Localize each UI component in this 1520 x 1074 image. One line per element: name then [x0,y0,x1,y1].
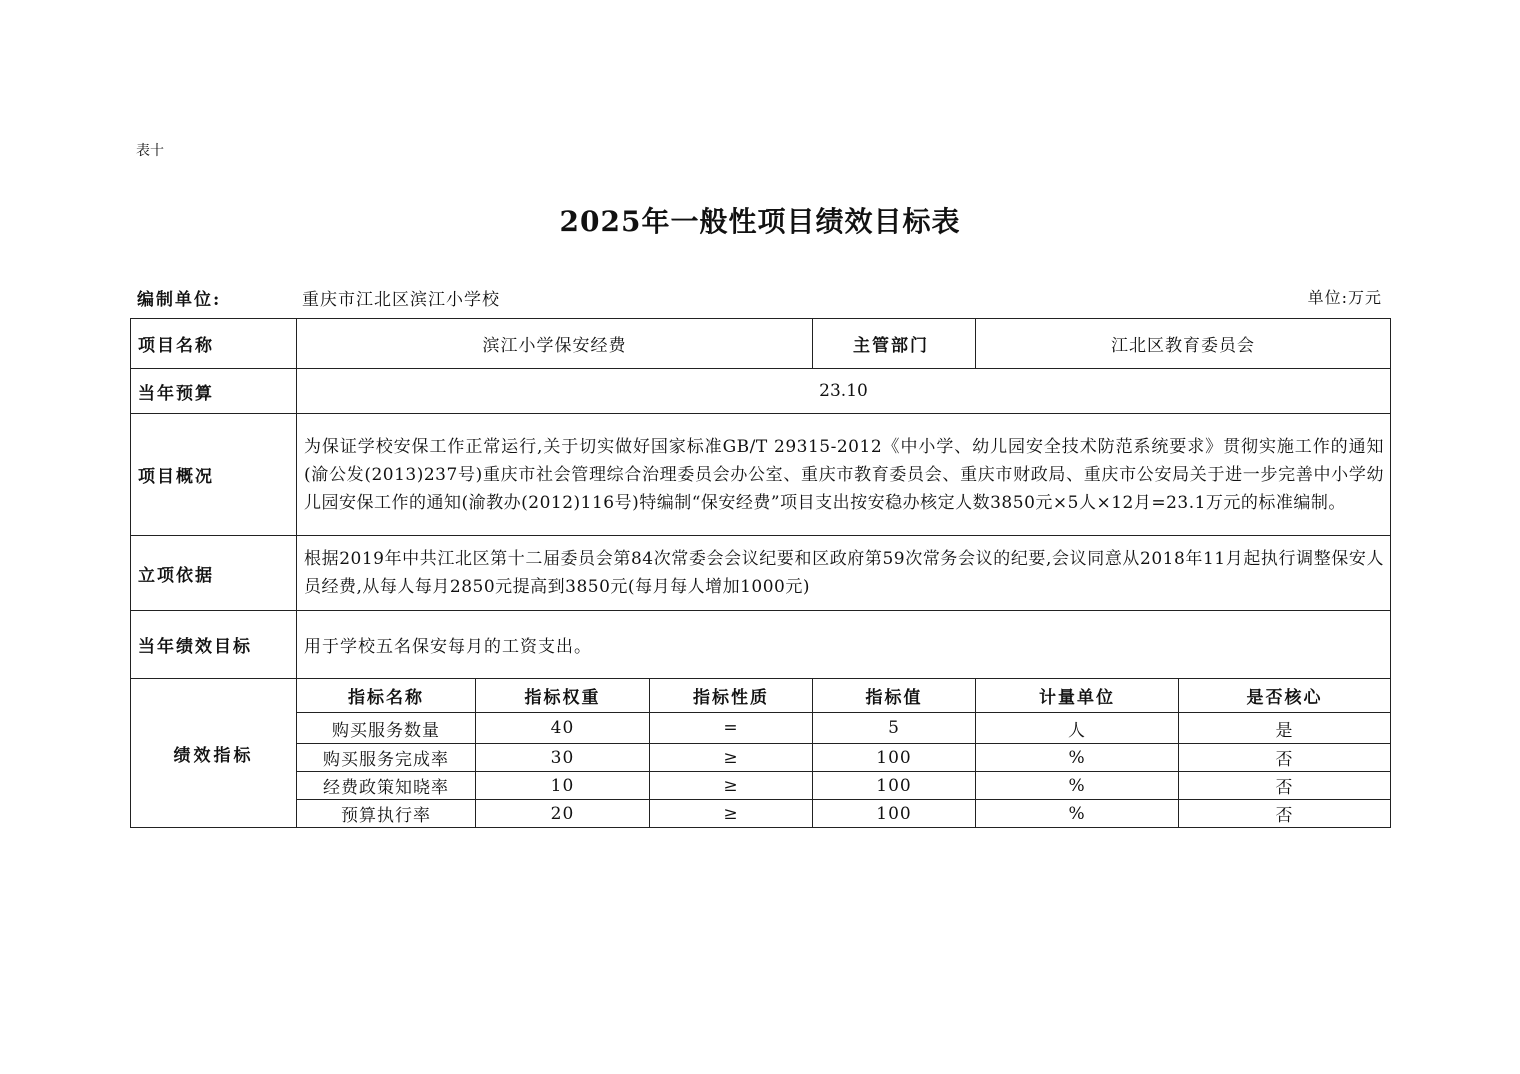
basis-label: 立项依据 [131,536,297,611]
overview-text: 为保证学校安保工作正常运行,关于切实做好国家标准GB/T 29315-2012《中小学、幼儿园安全技术防范系统要求》贯彻实施工作的通知(渝公发(2013)237号)重庆市社会管理综合治理委员会办公室、重庆市教育委员会、重庆市财政局、重庆市公安局关于进一步完善中小学幼儿园安保工作的通知(渝教办(2012)116号)特编制“保安经费”项目支出按安稳办核定人数3850元×5人×12月=23.1万元的标准编制。 [297,414,1391,536]
project-name-row [131,319,1391,369]
indicator-unit: 人 [976,713,1179,744]
indicator-header-value: 指标值 [813,679,976,713]
budget-value: 23.10 [297,369,1391,414]
indicator-header-unit: 计量单位 [976,679,1179,713]
indicator-value: 5 [813,713,976,744]
indicator-nature: ≥ [650,744,813,772]
indicator-nature: ≥ [650,772,813,800]
indicator-unit: % [976,772,1179,800]
indicator-name: 预算执行率 [297,800,476,828]
indicator-value: 100 [813,772,976,800]
indicator-name: 购买服务数量 [297,713,476,744]
indicator-value: 100 [813,744,976,772]
indicator-core: 否 [1179,800,1391,828]
indicator-row [131,713,1391,744]
indicator-weight: 40 [476,713,650,744]
indicator-core: 是 [1179,713,1391,744]
indicator-header-weight: 指标权重 [476,679,650,713]
overview-label: 项目概况 [131,414,297,536]
basis-row [131,536,1391,611]
indicator-value: 100 [813,800,976,828]
currency-unit: 单位:万元 [1307,288,1382,307]
indicator-nature: = [650,713,813,744]
indicator-weight: 10 [476,772,650,800]
dept-value: 江北区教育委员会 [976,319,1391,369]
overview-row [131,414,1391,536]
indicator-core: 否 [1179,744,1391,772]
budget-label: 当年预算 [131,369,297,414]
prep-unit-value: 重庆市江北区滨江小学校 [302,290,500,310]
indicator-unit: % [976,800,1179,828]
indicator-name: 经费政策知晓率 [297,772,476,800]
indicator-header-name: 指标名称 [297,679,476,713]
goal-row [131,611,1391,679]
budget-row [131,369,1391,414]
indicator-unit: % [976,744,1179,772]
indicator-header-row [131,679,1391,713]
goal-label: 当年绩效目标 [131,611,297,679]
indicator-weight: 30 [476,744,650,772]
indicator-core: 否 [1179,772,1391,800]
project-name-label: 项目名称 [131,319,297,369]
indicator-row [131,744,1391,772]
indicator-name: 购买服务完成率 [297,744,476,772]
basis-text: 根据2019年中共江北区第十二届委员会第84次常委会会议纪要和区政府第59次常务会议的纪要,会议同意从2018年11月起执行调整保安人员经费,从每人每月2850元提高到3850元(每月每人增加1000元) [297,536,1391,611]
indicator-header-nature: 指标性质 [650,679,813,713]
indicators-label: 绩效指标 [131,679,297,828]
dept-label: 主管部门 [813,319,976,369]
indicator-weight: 20 [476,800,650,828]
goal-text: 用于学校五名保安每月的工资支出。 [297,611,1391,679]
indicator-header-core: 是否核心 [1179,679,1391,713]
table-number-label: 表十 [136,143,164,159]
performance-target-table [130,318,1391,828]
indicator-row [131,772,1391,800]
indicator-nature: ≥ [650,800,813,828]
document-title: 2025年一般性项目绩效目标表 [559,205,961,238]
indicator-row [131,800,1391,828]
prep-unit-label: 编制单位: [137,290,222,310]
project-name-value: 滨江小学保安经费 [297,319,813,369]
